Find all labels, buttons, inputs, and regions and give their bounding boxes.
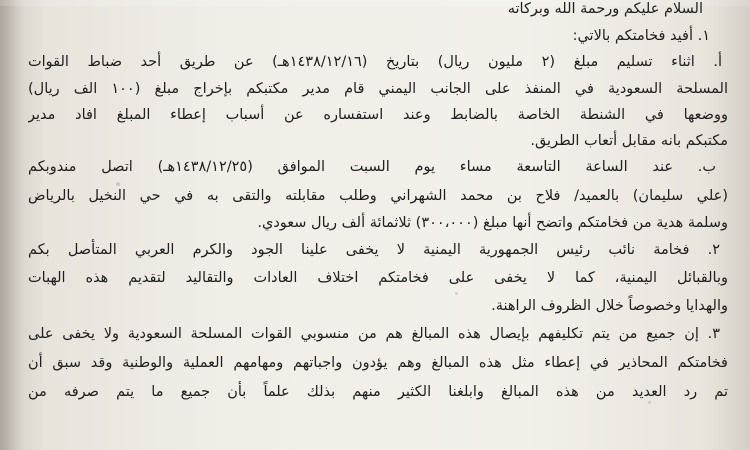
- paper-speck: [648, 401, 651, 404]
- paragraph-a-line-1: أ. اثناء تسليم مبلغ (٢ مليون ريال) بتاريخ (١٤٣٨/١٢/١٦هـ) عن طريق أحد ضباط القوات: [28, 54, 722, 70]
- paper-speck: [455, 292, 458, 295]
- section-3-line-2: فخامتكم المحاذير في إعطاء مثل هذه المبالغ وهم يؤدون واجباتهم ومهامهم العملية والوطنية وقد سبق أن: [28, 355, 728, 371]
- section-2-line-1: ٢. فخامة نائب رئيس الجمهورية اليمنية لا يخفى علينا الجود والكرم العربي المتأصل بكم: [28, 242, 720, 258]
- section-heading-1: ١. أفيد فخامتكم بالاتي:: [572, 28, 710, 44]
- paragraph-b-line-2: (علي سليمان) بالعميد/ فلاح بن محمد الشهراني وطلب مقابلته والتقى به في حي النخيل بالرياض: [28, 188, 728, 204]
- page-edge-shadow: [0, 0, 22, 450]
- section-3-line-1: ٣. إن جميع من يتم تكليفهم بإيصال هذه المبالغ هم من منسوبي القوات المسلحة السعودية ولا يخفى على: [28, 326, 720, 342]
- paragraph-b-line-1: ب. عند الساعة التاسعة مساء يوم السبت الموافق (١٤٣٨/١٢/٢٥هـ) اتصل مندوبكم: [28, 159, 716, 175]
- section-2-line-2: وبالقبائل اليمنية، كما لا يخفى على فخامتكم اختلاف العادات والتقاليد لتقديم هذه الهبات: [28, 270, 728, 286]
- section-3-line-3: تم رد العديد من هذه المبالغ وابلغنا الكثير منهم بذلك علماً بأن جميع ما يتم صرفه من: [28, 384, 728, 400]
- paper-speck: [116, 182, 120, 186]
- section-2-line-3: والهدايا وخصوصاً خلال الظروف الراهنة.: [491, 298, 728, 314]
- greeting-line: السلام عليكم ورحمة الله وبركاته: [507, 1, 703, 17]
- paragraph-a-line-3: ووضعها في الشنطة الخاصة بالضابط وعند استفساره عن أسباب إعطاء المبلغ افاد مدير: [28, 107, 728, 123]
- paragraph-a-line-4: مكتبكم بانه مقابل أتعاب الطريق.: [530, 133, 728, 149]
- paragraph-b-line-3: وسلمة هدية من فخامتكم واتضح أنها مبلغ (٣٠٠،٠٠٠) ثلاثمائة ألف ريال سعودي.: [257, 215, 728, 231]
- paragraph-a-line-2: المسلحة السعودية في المنفذ على الجانب اليمني قام مدير مكتبكم بإخراج مبلغ (١٠٠ الف ريال): [28, 81, 728, 97]
